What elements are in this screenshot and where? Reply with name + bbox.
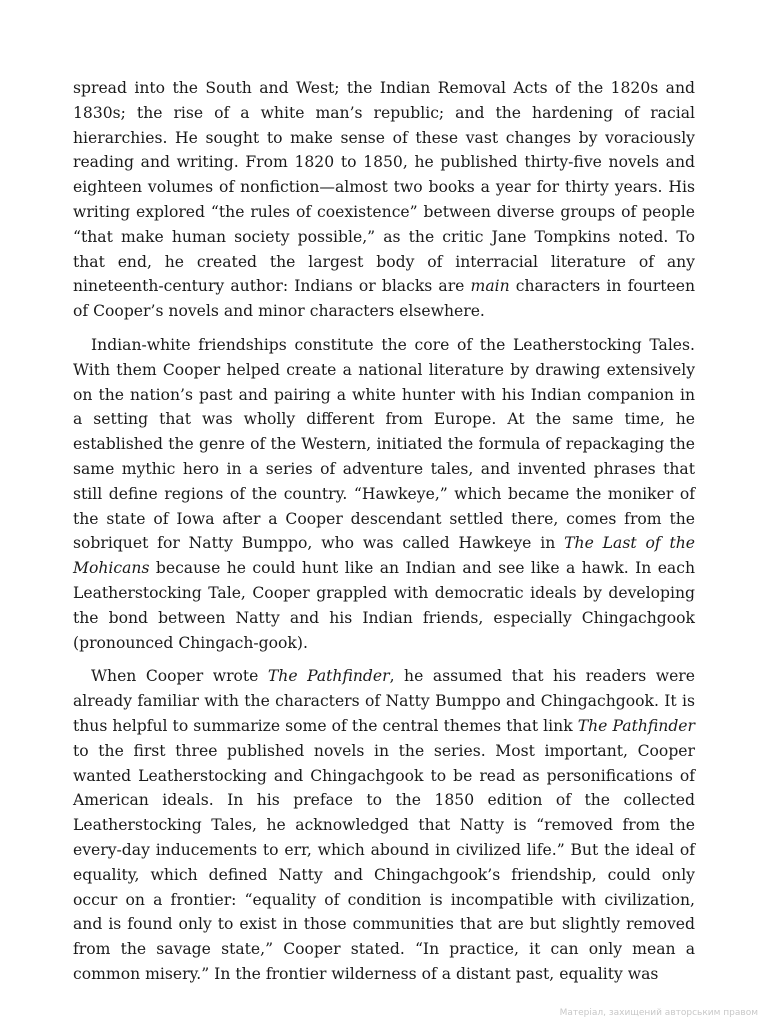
paragraph-1-italic-main: main: [470, 277, 510, 296]
paragraph-3-italic-title-1: The Pathfinder: [267, 667, 390, 686]
paragraph-3-run-5: to the first three published novels in the series. Most important, Cooper wanted Leatherstocking and Chingachgook to be read as personifications of American ideals. In his preface to the 1850 edition of the collected Leatherstocking Tales, he acknowledged that Natty is “removed from the every-day inducements to err, which abound in civilized life.” But the ideal of equality, which defined Natty and Chingachgook’s friendship, could only occur on a frontier: “equality of condition is incompatible with civilization, and is found only to exist in those communities that are but slightly removed from the savage state,” Cooper stated. “In practice, it can only mean a common misery.” In the frontier wilderness of a distant past, equality was: [73, 741, 695, 983]
paragraph-1-run-3: characters in fourteen of Cooper’s novels and minor characters elsewhere.: [73, 277, 695, 321]
copyright-watermark: Матеріал, захищений авторським правом: [559, 1008, 758, 1018]
paragraph-2: [73, 333, 695, 655]
paragraph-3-run-1: When Cooper wrote: [91, 667, 268, 686]
paragraph-2-run-1: Indian-white friendships constitute the core of the Leatherstocking Tales. With them Cooper helped create a national literature by drawing extensively on the nation’s past and pairing a white hunter with his Indian companion in a setting that was wholly different from Europe. At the same time, he established the genre of the Western, initiated the formula of repackaging the same mythic hero in a series of adventure tales, and invented phrases that still define regions of the country. “Hawkeye,” which became the moniker of the state of Iowa after a Cooper descendant settled there, comes from the sobriquet for Natty Bumppo, who was called Hawkeye in: [73, 335, 695, 553]
paragraph-1: [73, 76, 695, 324]
paragraph-1-run-1: spread into the South and West; the Indian Removal Acts of the 1820s and 1830s; the rise of a white man’s republic; and the hardening of racial hierarchies. He sought to make sense of these vast changes by voraciously reading and writing. From 1820 to 1850, he published thirty-five novels and eighteen volumes of nonfiction—almost two books a year for thirty years. His writing explored “the rules of coexistence” between diverse groups of people “that make human society possible,” as the critic Jane Tompkins noted. To that end, he created the largest body of interracial literature of any nineteenth-century author: Indians or blacks are: [73, 79, 695, 296]
paragraph-2-italic-title: The Last of the Mohicans: [73, 534, 695, 578]
page-body: [73, 76, 695, 987]
paragraph-3-italic-title-2: The Pathfinder: [577, 716, 695, 735]
paragraph-2-run-3: because he could hunt like an Indian and see like a hawk. In each Leatherstocking Tale, Cooper grappled with democratic ideals by developing the bond between Natty and his Indian friends, especially Chingachgook (pronounced Chingach-gook).: [73, 559, 695, 652]
paragraph-3: [73, 664, 695, 986]
paragraph-3-run-3: , he assumed that his readers were already familiar with the characters of Natty Bumppo and Chingachgook. It is thus helpful to summarize some of the central themes that link: [73, 667, 695, 735]
